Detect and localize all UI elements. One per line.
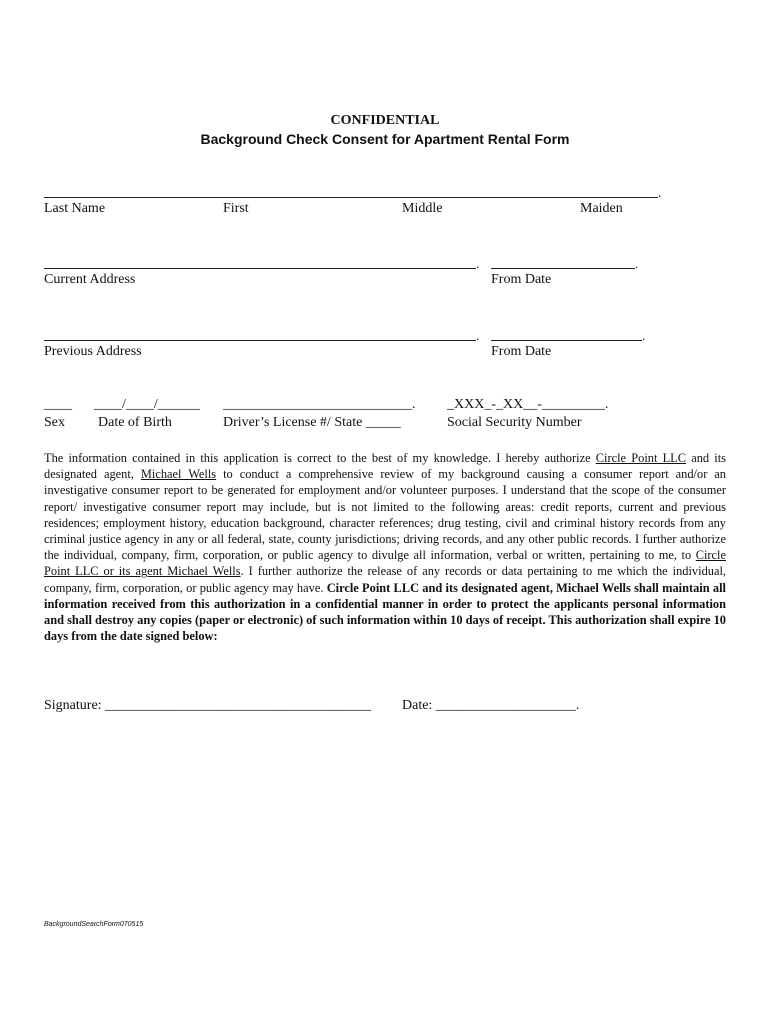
current-address-period: . <box>476 256 480 271</box>
sex-label: Sex <box>44 415 65 430</box>
current-from-date-label: From Date <box>491 272 552 287</box>
authorization-paragraph <box>44 450 726 644</box>
company-name: Circle Point LLC <box>595 451 686 465</box>
ssn-label: Social Security Number <box>447 415 582 430</box>
authorization-text-1: The information contained in this application is correct to the best of my knowledge. I hereby authorize <box>44 451 596 465</box>
authorization-bold-text: Circle Point LLC and its designated agent, Michael Wells shall maintain all information received from this authorization in a confidential manner in order to protect the applicants personal information and shall destroy any copies (paper or electronic) of such information within 10 days of receipt. This authorization shall expire 10 days from the date signed below: <box>44 580 726 644</box>
previous-address-line[interactable] <box>44 340 476 341</box>
signature-field[interactable]: Signature: ______________________________________ <box>44 698 372 713</box>
current-address-label: Current Address <box>44 272 136 287</box>
previous-from-date-label: From Date <box>491 344 552 359</box>
drivers-license-label: Driver’s License #/ State _____ <box>223 415 401 430</box>
current-from-date-period: . <box>635 256 639 271</box>
authorization-text-4: . I further authorize the release of any records or data pertaining to me which the individual, company, firm, corporation, or public agency may have. <box>44 564 726 595</box>
agent-name: Michael Wells <box>140 467 217 482</box>
date-of-birth-field[interactable]: ____/____/______ <box>94 397 200 412</box>
name-line[interactable] <box>44 197 658 198</box>
current-from-date-line[interactable] <box>491 268 635 269</box>
form-confidential-heading: CONFIDENTIAL <box>330 113 440 128</box>
maiden-name-label: Maiden <box>580 201 623 216</box>
middle-name-label: Middle <box>402 201 443 216</box>
previous-from-date-line[interactable] <box>491 340 642 341</box>
date-of-birth-label: Date of Birth <box>98 415 172 430</box>
previous-address-period: . <box>476 328 480 343</box>
sex-field[interactable]: ____ <box>44 397 72 412</box>
signature-date-field[interactable]: Date: ____________________. <box>402 698 580 713</box>
form-title: Background Check Consent for Apartment Rental Form <box>200 131 570 147</box>
last-name-label: Last Name <box>44 201 106 216</box>
ssn-field[interactable]: _XXX_-_XX__-_________. <box>447 397 609 412</box>
company-and-agent: Circle Point LLC or its agent Michael Wells <box>44 548 726 579</box>
authorization-text-3: to conduct a comprehensive review of my background causing a consumer report and/or an investigative consumer report to be generated for employment and/or volunteer purposes. I understand that the scope of the consumer report/ investigative consumer report may include, but is not limited to the following areas: credit reports, current and previous residences; employment history, education background, character references; drug testing, civil and criminal history records from any criminal justice agency in any or all federal, state, county jurisdictions; driving records, and any other public records. I further authorize the individual, company, firm, corporation, or public agency to divulge all information, verbal or written, pertaining to me, to <box>44 467 726 563</box>
current-address-line[interactable] <box>44 268 476 269</box>
authorization-text-2: and its designated agent, <box>44 451 726 482</box>
previous-from-date-period: . <box>642 328 646 343</box>
name-line-period: . <box>658 185 662 200</box>
drivers-license-field[interactable]: ___________________________. <box>223 397 416 412</box>
first-name-label: First <box>223 201 249 216</box>
previous-address-label: Previous Address <box>44 344 142 359</box>
form-code-footer: BackgroundSearchForm070515 <box>44 921 144 928</box>
